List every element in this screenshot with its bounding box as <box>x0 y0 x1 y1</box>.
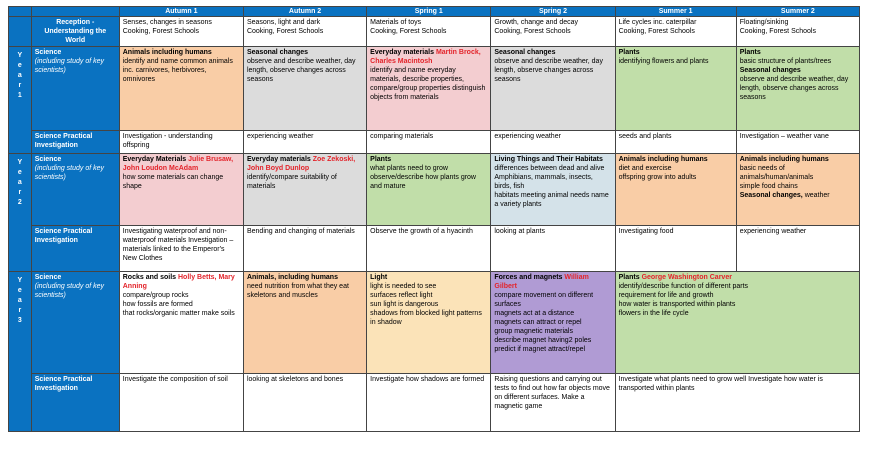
cell-text: shadows from blocked light patterns in shadow <box>370 310 482 326</box>
cell-text: observe and describe weather, day length, observe changes across seasons <box>246 58 356 83</box>
science-cell <box>119 154 243 226</box>
cell-text: Animals including humans <box>618 156 708 163</box>
cell-text: Y <box>17 277 23 284</box>
cell-text: Everyday materials <box>370 49 434 56</box>
practical-cell: Investigating food <box>615 226 736 272</box>
cell-text: 3 <box>17 317 22 324</box>
cell-text: Seasonal changes <box>739 67 801 74</box>
cell-text: Plants <box>370 156 392 163</box>
practical-row-label: Science Practical Investigation <box>31 226 119 272</box>
cell-text: Science <box>34 274 62 281</box>
cell-text: predict if magnet attract/repel <box>494 346 586 353</box>
cell-text: Light <box>370 274 388 281</box>
year2-practical-row <box>9 226 860 272</box>
year2-science-row <box>9 154 860 226</box>
cell-text: observe and describe weather, day length, observe changes across seasons <box>494 58 603 83</box>
curriculum-table <box>8 6 860 432</box>
cell-text: Zoe Zekoski, John Boyd Dunlop <box>246 156 356 172</box>
cell-text: (including study of key scientists) <box>34 58 105 74</box>
practical-cell: Investigate the composition of soil <box>119 374 243 432</box>
practical-cell: Bending and changing of materials <box>243 226 366 272</box>
cell-text: describe magnet having2 poles <box>494 337 592 344</box>
cell-text: need nutrition from what they eat <box>246 283 349 290</box>
header-spring-2: Spring 2 <box>491 7 615 17</box>
reception-cell <box>367 17 491 47</box>
cell-text: how some materials can change shape <box>122 174 224 190</box>
practical-cell: seeds and plants <box>615 131 736 154</box>
cell-text: how fossils are formed <box>122 301 193 308</box>
cell-text: Animals, including humans <box>246 274 338 281</box>
reception-cell <box>243 17 366 47</box>
cell-text: a <box>17 72 22 79</box>
science-cell <box>243 272 366 374</box>
practical-cell: experiencing weather <box>243 131 366 154</box>
header-corner <box>9 7 32 17</box>
science-cell <box>615 272 859 374</box>
cell-text: r <box>18 307 22 314</box>
cell-text: Science <box>34 156 62 163</box>
header-autumn-2: Autumn 2 <box>243 7 366 17</box>
header-summer-1: Summer 1 <box>615 7 736 17</box>
cell-text: flowers in the life cycle <box>618 310 689 317</box>
science-cell <box>367 47 491 131</box>
cell-text: e <box>17 287 22 294</box>
year2-label <box>9 154 32 272</box>
cell-text: identify/compare suitability of materials <box>246 174 337 190</box>
science-row-label <box>31 154 119 226</box>
cell-text: e <box>17 62 22 69</box>
cell-text: identify and name common animals inc. carnivores, herbivores, omnivores <box>122 58 233 83</box>
cell-text: Cooking, Forest Schools <box>618 28 695 35</box>
science-cell <box>615 154 736 226</box>
cell-text: Animals including humans <box>739 156 829 163</box>
science-cell <box>491 47 615 131</box>
cell-text: basic needs of animals/human/animals <box>739 165 814 181</box>
year3-science-row <box>9 272 860 374</box>
cell-text: magnets can attract or repel <box>494 319 582 326</box>
practical-cell: Investigate how shadows are formed <box>367 374 491 432</box>
year1-science-row <box>9 47 860 131</box>
science-cell <box>243 47 366 131</box>
cell-text: Seasonal changes <box>246 49 309 56</box>
science-cell <box>736 154 859 226</box>
cell-text: Martin Brock, Charles Macintosh <box>370 49 481 65</box>
science-row-label <box>31 272 119 374</box>
cell-text: Materials of toys <box>370 19 422 26</box>
cell-text: e <box>17 169 22 176</box>
practical-cell: looking at skeletons and bones <box>243 374 366 432</box>
cell-text: 2 <box>17 199 22 206</box>
cell-text: Amphibians, mammals, insects, birds, fish <box>494 174 593 190</box>
cell-text: (including study of key scientists) <box>34 165 105 181</box>
science-cell <box>243 154 366 226</box>
practical-cell: Investigation – weather vane <box>736 131 859 154</box>
cell-text: Science <box>34 49 62 56</box>
cell-text: Plants <box>618 274 640 281</box>
cell-text: Seasonal changes <box>494 49 556 56</box>
science-cell <box>367 154 491 226</box>
cell-text: identify and name everyday materials, describe properties, compare/group properties distinguish objects from materials <box>370 67 486 101</box>
practical-cell: Observe the growth of a hyacinth <box>367 226 491 272</box>
science-cell <box>119 47 243 131</box>
header-summer-2: Summer 2 <box>736 7 859 17</box>
cell-text: Plants <box>618 49 640 56</box>
cell-text: Floating/sinking <box>739 19 789 26</box>
cell-text: William Gilbert <box>494 274 589 290</box>
science-cell <box>491 154 615 226</box>
science-cell <box>491 272 615 374</box>
cell-text: habitats meeting animal needs name a variety plants <box>494 192 609 208</box>
cell-text: basic structure of plants/trees <box>739 58 832 65</box>
cell-text: skeletons and muscles <box>246 292 318 299</box>
cell-text: Cooking, Forest Schools <box>122 28 200 35</box>
practical-cell: Investigation - understanding offspring <box>119 131 243 154</box>
cell-text: weather <box>804 192 830 199</box>
header-spring-1: Spring 1 <box>367 7 491 17</box>
cell-text: Holly Betts, Mary Anning <box>122 274 235 290</box>
cell-text: identify/describe function of different parts <box>618 283 749 290</box>
header-row <box>9 7 860 17</box>
practical-cell: experiencing weather <box>736 226 859 272</box>
reception-cell <box>615 17 736 47</box>
header-autumn-1: Autumn 1 <box>119 7 243 17</box>
practical-cell: looking at plants <box>491 226 615 272</box>
reception-cell <box>491 17 615 47</box>
cell-text: that rocks/organic matter make soils <box>122 310 235 317</box>
reception-label: Reception - Understanding the World <box>31 17 119 47</box>
cell-text: (including study of key scientists) <box>34 283 105 299</box>
cell-text: 1 <box>17 92 22 99</box>
reception-row <box>9 17 860 47</box>
practical-cell: Investigate what plants need to grow well Investigate how water is transported within plants <box>615 374 859 432</box>
reception-cell <box>119 17 243 47</box>
practical-cell: Raising questions and carrying out tests to find out how far objects move on different surfaces. Make a magnetic game <box>491 374 615 432</box>
cell-text: Senses, changes in seasons <box>122 19 212 26</box>
practical-row-label: Science Practical Investigation <box>31 374 119 432</box>
cell-text: sun light is dangerous <box>370 301 439 308</box>
cell-text: offspring grow into adults <box>618 174 697 181</box>
cell-text: Forces and magnets <box>494 274 563 281</box>
cell-text: Cooking, Forest Schools <box>370 28 447 35</box>
cell-text: Cooking, Forest Schools <box>739 28 816 35</box>
cell-text: a <box>17 179 22 186</box>
header-label <box>31 7 119 17</box>
cell-text: surfaces reflect light <box>370 292 433 299</box>
cell-text: Y <box>17 159 23 166</box>
cell-text: compare movement on different surfaces <box>494 292 594 308</box>
cell-text: magnets act at a distance <box>494 310 575 317</box>
practical-cell: experiencing weather <box>491 131 615 154</box>
cell-text: what plants need to grow observe/describe how plants grow and mature <box>370 165 476 190</box>
reception-year-cell <box>9 17 32 47</box>
cell-text: differences between dead and alive <box>494 165 605 172</box>
year1-label <box>9 47 32 154</box>
cell-text: group magnetic materials <box>494 328 573 335</box>
cell-text: Living Things and Their Habitats <box>494 156 603 163</box>
cell-text: Julie Brusaw, John Loudon McAdam <box>122 156 234 172</box>
cell-text: a <box>17 297 22 304</box>
cell-text: Everyday materials <box>246 156 311 163</box>
cell-text: diet and exercise <box>618 165 672 172</box>
cell-text: Y <box>17 52 23 59</box>
cell-text: Seasonal changes, <box>739 192 803 199</box>
cell-text: light is needed to see <box>370 283 437 290</box>
cell-text: observe and describe weather, day length, observe changes across seasons <box>739 76 849 101</box>
cell-text: requirement for life and growth <box>618 292 714 299</box>
cell-text: George Washington Carver <box>641 274 732 281</box>
cell-text: Animals including humans <box>122 49 212 56</box>
cell-text: Cooking, Forest Schools <box>494 28 571 35</box>
cell-text: Seasons, light and dark <box>246 19 321 26</box>
cell-text: r <box>18 189 22 196</box>
cell-text: simple food chains <box>739 183 798 190</box>
reception-cell <box>736 17 859 47</box>
cell-text: r <box>18 82 22 89</box>
year1-practical-row <box>9 131 860 154</box>
science-cell <box>119 272 243 374</box>
year3-practical-row <box>9 374 860 432</box>
cell-text: Rocks and soils <box>122 274 177 281</box>
cell-text: Everyday Materials <box>122 156 187 163</box>
practical-cell: Investigating waterproof and non-waterproof materials Investigation – materials linked to the Emperor's New Clothes <box>119 226 243 272</box>
year3-label <box>9 272 32 432</box>
cell-text: how water is transported within plants <box>618 301 736 308</box>
practical-cell: comparing materials <box>367 131 491 154</box>
cell-text: Growth, change and decay <box>494 19 579 26</box>
science-row-label <box>31 47 119 131</box>
science-cell <box>736 47 859 131</box>
cell-text: identifying flowers and plants <box>618 58 709 65</box>
practical-row-label: Science Practical Investigation <box>31 131 119 154</box>
science-cell <box>615 47 736 131</box>
cell-text: Cooking, Forest Schools <box>246 28 324 35</box>
science-cell <box>367 272 491 374</box>
cell-text: Plants <box>739 49 761 56</box>
cell-text: compare/group rocks <box>122 292 189 299</box>
cell-text: Life cycles inc. caterpillar <box>618 19 697 26</box>
